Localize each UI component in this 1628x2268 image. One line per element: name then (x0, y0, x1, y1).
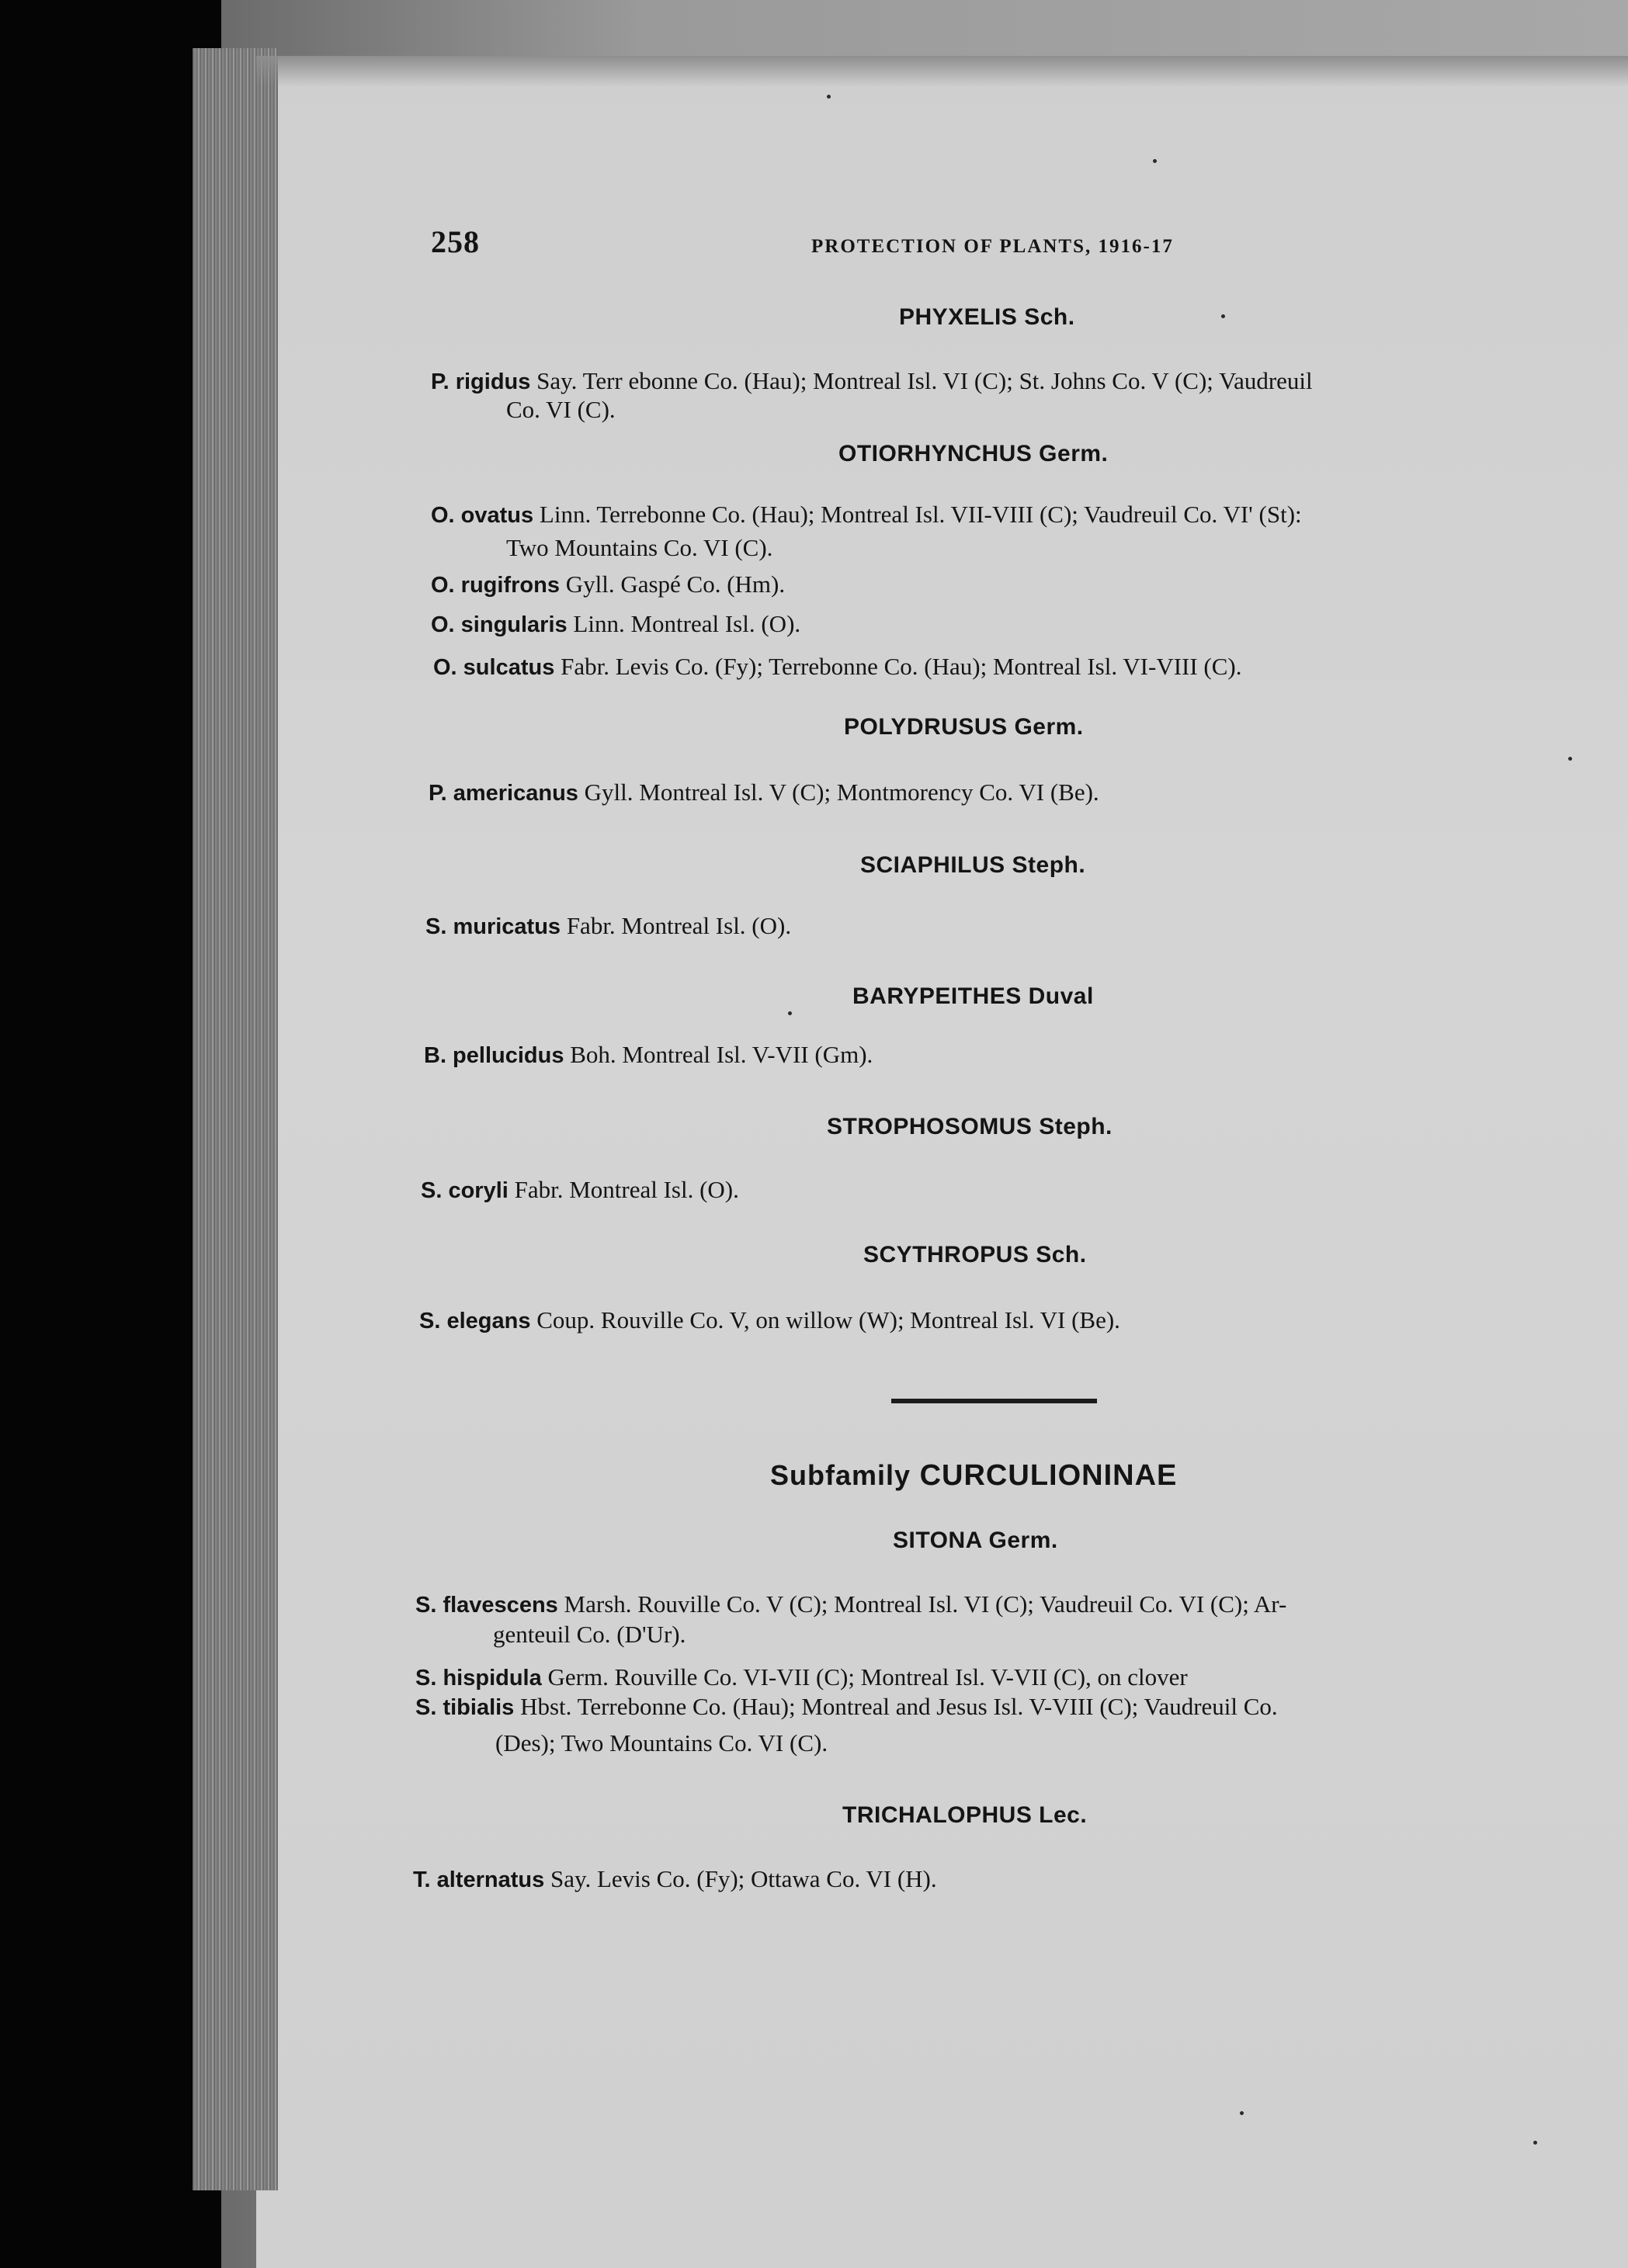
genus-heading-trichalophus: TRICHALOPHUS Lec. (842, 1802, 1088, 1828)
species-entry (415, 1588, 1286, 1621)
species-name: T. alternatus (413, 1867, 545, 1892)
species-entry (433, 650, 1242, 684)
species-entry-continuation: genteuil Co. (D'Ur). (493, 1621, 686, 1648)
species-name: B. pellucidus (424, 1043, 564, 1068)
species-entry-continuation: (Des); Two Mountains Co. VI (C). (495, 1729, 828, 1756)
species-text: Coup. Rouville Co. V, on willow (W); Montreal Isl. VI (Be). (536, 1306, 1120, 1333)
species-entry (421, 1174, 739, 1207)
species-text: Fabr. Levis Co. (Fy); Terrebonne Co. (Hau); Montreal Isl. VI-VIII (C). (561, 653, 1242, 680)
species-name: S. flavescens (415, 1593, 558, 1618)
species-text: Fabr. Montreal Isl. (O). (566, 912, 792, 939)
species-name: S. hispidula (415, 1666, 542, 1691)
species-entry (424, 1039, 873, 1072)
running-head: PROTECTION OF PLANTS, 1916-17 (811, 236, 1174, 257)
species-entry (419, 1304, 1120, 1337)
species-name: O. rugifrons (431, 573, 560, 598)
species-name: P. rigidus (431, 369, 531, 394)
species-text: Boh. Montreal Isl. V-VII (Gm). (570, 1041, 873, 1068)
species-name: O. ovatus (431, 503, 534, 528)
species-entry (431, 568, 785, 602)
species-entry (431, 608, 800, 641)
genus-heading-sciaphilus: SCIAPHILUS Steph. (860, 852, 1086, 878)
scan-speck (827, 95, 831, 99)
species-entry (415, 1661, 1188, 1694)
species-text: Hbst. Terrebonne Co. (Hau); Montreal and Jesus Isl. V-VIII (C); Vaudreuil Co. (520, 1693, 1278, 1720)
species-name: O. singularis (431, 612, 568, 637)
genus-heading-scythropus: SCYTHROPUS Sch. (863, 1242, 1087, 1268)
species-name: S. coryli (421, 1178, 509, 1203)
genus-heading-sitona: SITONA Germ. (893, 1528, 1058, 1553)
species-text: Germ. Rouville Co. VI-VII (C); Montreal Isl. V-VII (C), on clover (547, 1663, 1188, 1691)
species-name: O. sulcatus (433, 655, 555, 680)
species-entry (413, 1863, 937, 1896)
species-name: S. elegans (419, 1309, 531, 1333)
page-number: 258 (431, 224, 480, 259)
subfamily-prefix: Subfamily (770, 1459, 911, 1491)
scan-speck (1533, 2141, 1537, 2145)
species-entry (431, 498, 1302, 532)
scan-speck (788, 1011, 792, 1015)
species-entry-continuation: Two Mountains Co. VI (C). (506, 534, 773, 561)
species-entry (415, 1691, 1278, 1724)
species-text: Gyll. Montreal Isl. V (C); Montmorency Co. VI (Be). (584, 779, 1099, 806)
species-name: S. tibialis (415, 1695, 515, 1720)
species-text: Linn. Montreal Isl. (O). (573, 610, 801, 637)
page-edge-stack (193, 48, 278, 2190)
scan-speck (1221, 314, 1225, 318)
top-shadow (256, 56, 1628, 87)
species-text: Gyll. Gaspé Co. (Hm). (565, 570, 786, 598)
scan-speck (1568, 757, 1572, 761)
species-name: S. muricatus (425, 914, 561, 939)
species-text: Linn. Terrebonne Co. (Hau); Montreal Isl. VII-VIII (C); Vaudreuil Co. VI' (St): (539, 501, 1302, 528)
species-entry (425, 910, 791, 943)
genus-heading-barypeithes: BARYPEITHES Duval (852, 983, 1094, 1009)
subfamily-heading (770, 1459, 1177, 1493)
species-entry-continuation: Co. VI (C). (506, 396, 616, 423)
species-text: Fabr. Montreal Isl. (O). (514, 1176, 739, 1203)
species-text: Say. Levis Co. (Fy); Ottawa Co. VI (H). (550, 1865, 937, 1892)
scan-speck (1240, 2111, 1244, 2115)
genus-heading-strophosomus: STROPHOSOMUS Steph. (827, 1114, 1113, 1139)
species-text: Say. Terr ebonne Co. (Hau); Montreal Isl. VI (C); St. Johns Co. V (C); Vaudreuil (536, 367, 1313, 394)
subfamily-name: CURCULIONINAE (919, 1459, 1178, 1492)
genus-heading-phyxelis: PHYXELIS Sch. (899, 304, 1075, 330)
species-name: P. americanus (429, 781, 578, 806)
genus-heading-otiorhynchus: OTIORHYNCHUS Germ. (838, 441, 1109, 466)
section-divider (891, 1399, 1097, 1403)
species-text: Marsh. Rouville Co. V (C); Montreal Isl. VI (C); Vaudreuil Co. VI (C); Ar- (564, 1590, 1287, 1618)
species-entry (429, 776, 1099, 810)
species-entry (431, 365, 1313, 398)
scan-speck (1153, 159, 1157, 163)
genus-heading-polydrusus: POLYDRUSUS Germ. (844, 714, 1084, 740)
